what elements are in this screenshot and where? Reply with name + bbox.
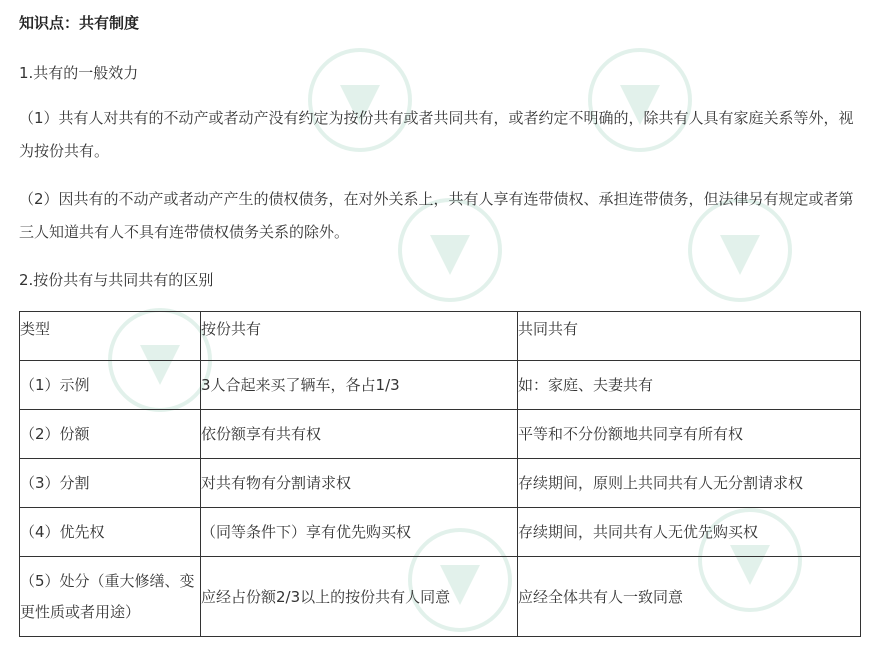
table-cell: （同等条件下）享有优先购买权 [201, 508, 518, 557]
paragraph-joint-liability: （2）因共有的不动产或者动产产生的债权债务，在对外关系上，共有人享有连带债权、承担连带债务，但法律另有规定或者第三人知道共有人不具有连带债权债务关系的除外。 [19, 190, 854, 241]
table-cell: （1）示例 [20, 361, 201, 410]
table-row [20, 361, 861, 410]
table-cell: （3）分割 [20, 459, 201, 508]
table-cell: 依份额享有共有权 [201, 410, 518, 459]
page-title: 知识点：共有制度 [19, 14, 140, 32]
section-heading-difference: 2.按份共有与共同共有的区别 [19, 271, 214, 289]
table-row [20, 459, 861, 508]
table-cell: 存续期间，原则上共同共有人无分割请求权 [518, 459, 861, 508]
table-cell: 存续期间，共同共有人无优先购买权 [518, 508, 861, 557]
table-cell: 平等和不分份额地共同享有所有权 [518, 410, 861, 459]
table-header-cell: 共同共有 [518, 312, 861, 361]
table-cell: （4）优先权 [20, 508, 201, 557]
table-cell: 3人合起来买了辆车，各占1/3 [201, 361, 518, 410]
paragraph-co-ownership-default: （1）共有人对共有的不动产或者动产没有约定为按份共有或者共同共有，或者约定不明确的，除共有人具有家庭关系等外，视为按份共有。 [19, 109, 854, 160]
table-row [20, 508, 861, 557]
table-cell: （5）处分（重大修缮、变更性质或者用途） [20, 557, 201, 637]
section-heading-general-effect: 1.共有的一般效力 [19, 64, 139, 82]
table-header-cell: 类型 [20, 312, 201, 361]
table-cell: 应经全体共有人一致同意 [518, 557, 861, 637]
table-cell: 对共有物有分割请求权 [201, 459, 518, 508]
table-row [20, 557, 861, 637]
comparison-table [19, 311, 861, 637]
table-cell: 应经占份额2/3以上的按份共有人同意 [201, 557, 518, 637]
table-cell: （2）份额 [20, 410, 201, 459]
table-cell: 如：家庭、夫妻共有 [518, 361, 861, 410]
table-row [20, 410, 861, 459]
table-header-cell: 按份共有 [201, 312, 518, 361]
table-header-row [20, 312, 861, 361]
